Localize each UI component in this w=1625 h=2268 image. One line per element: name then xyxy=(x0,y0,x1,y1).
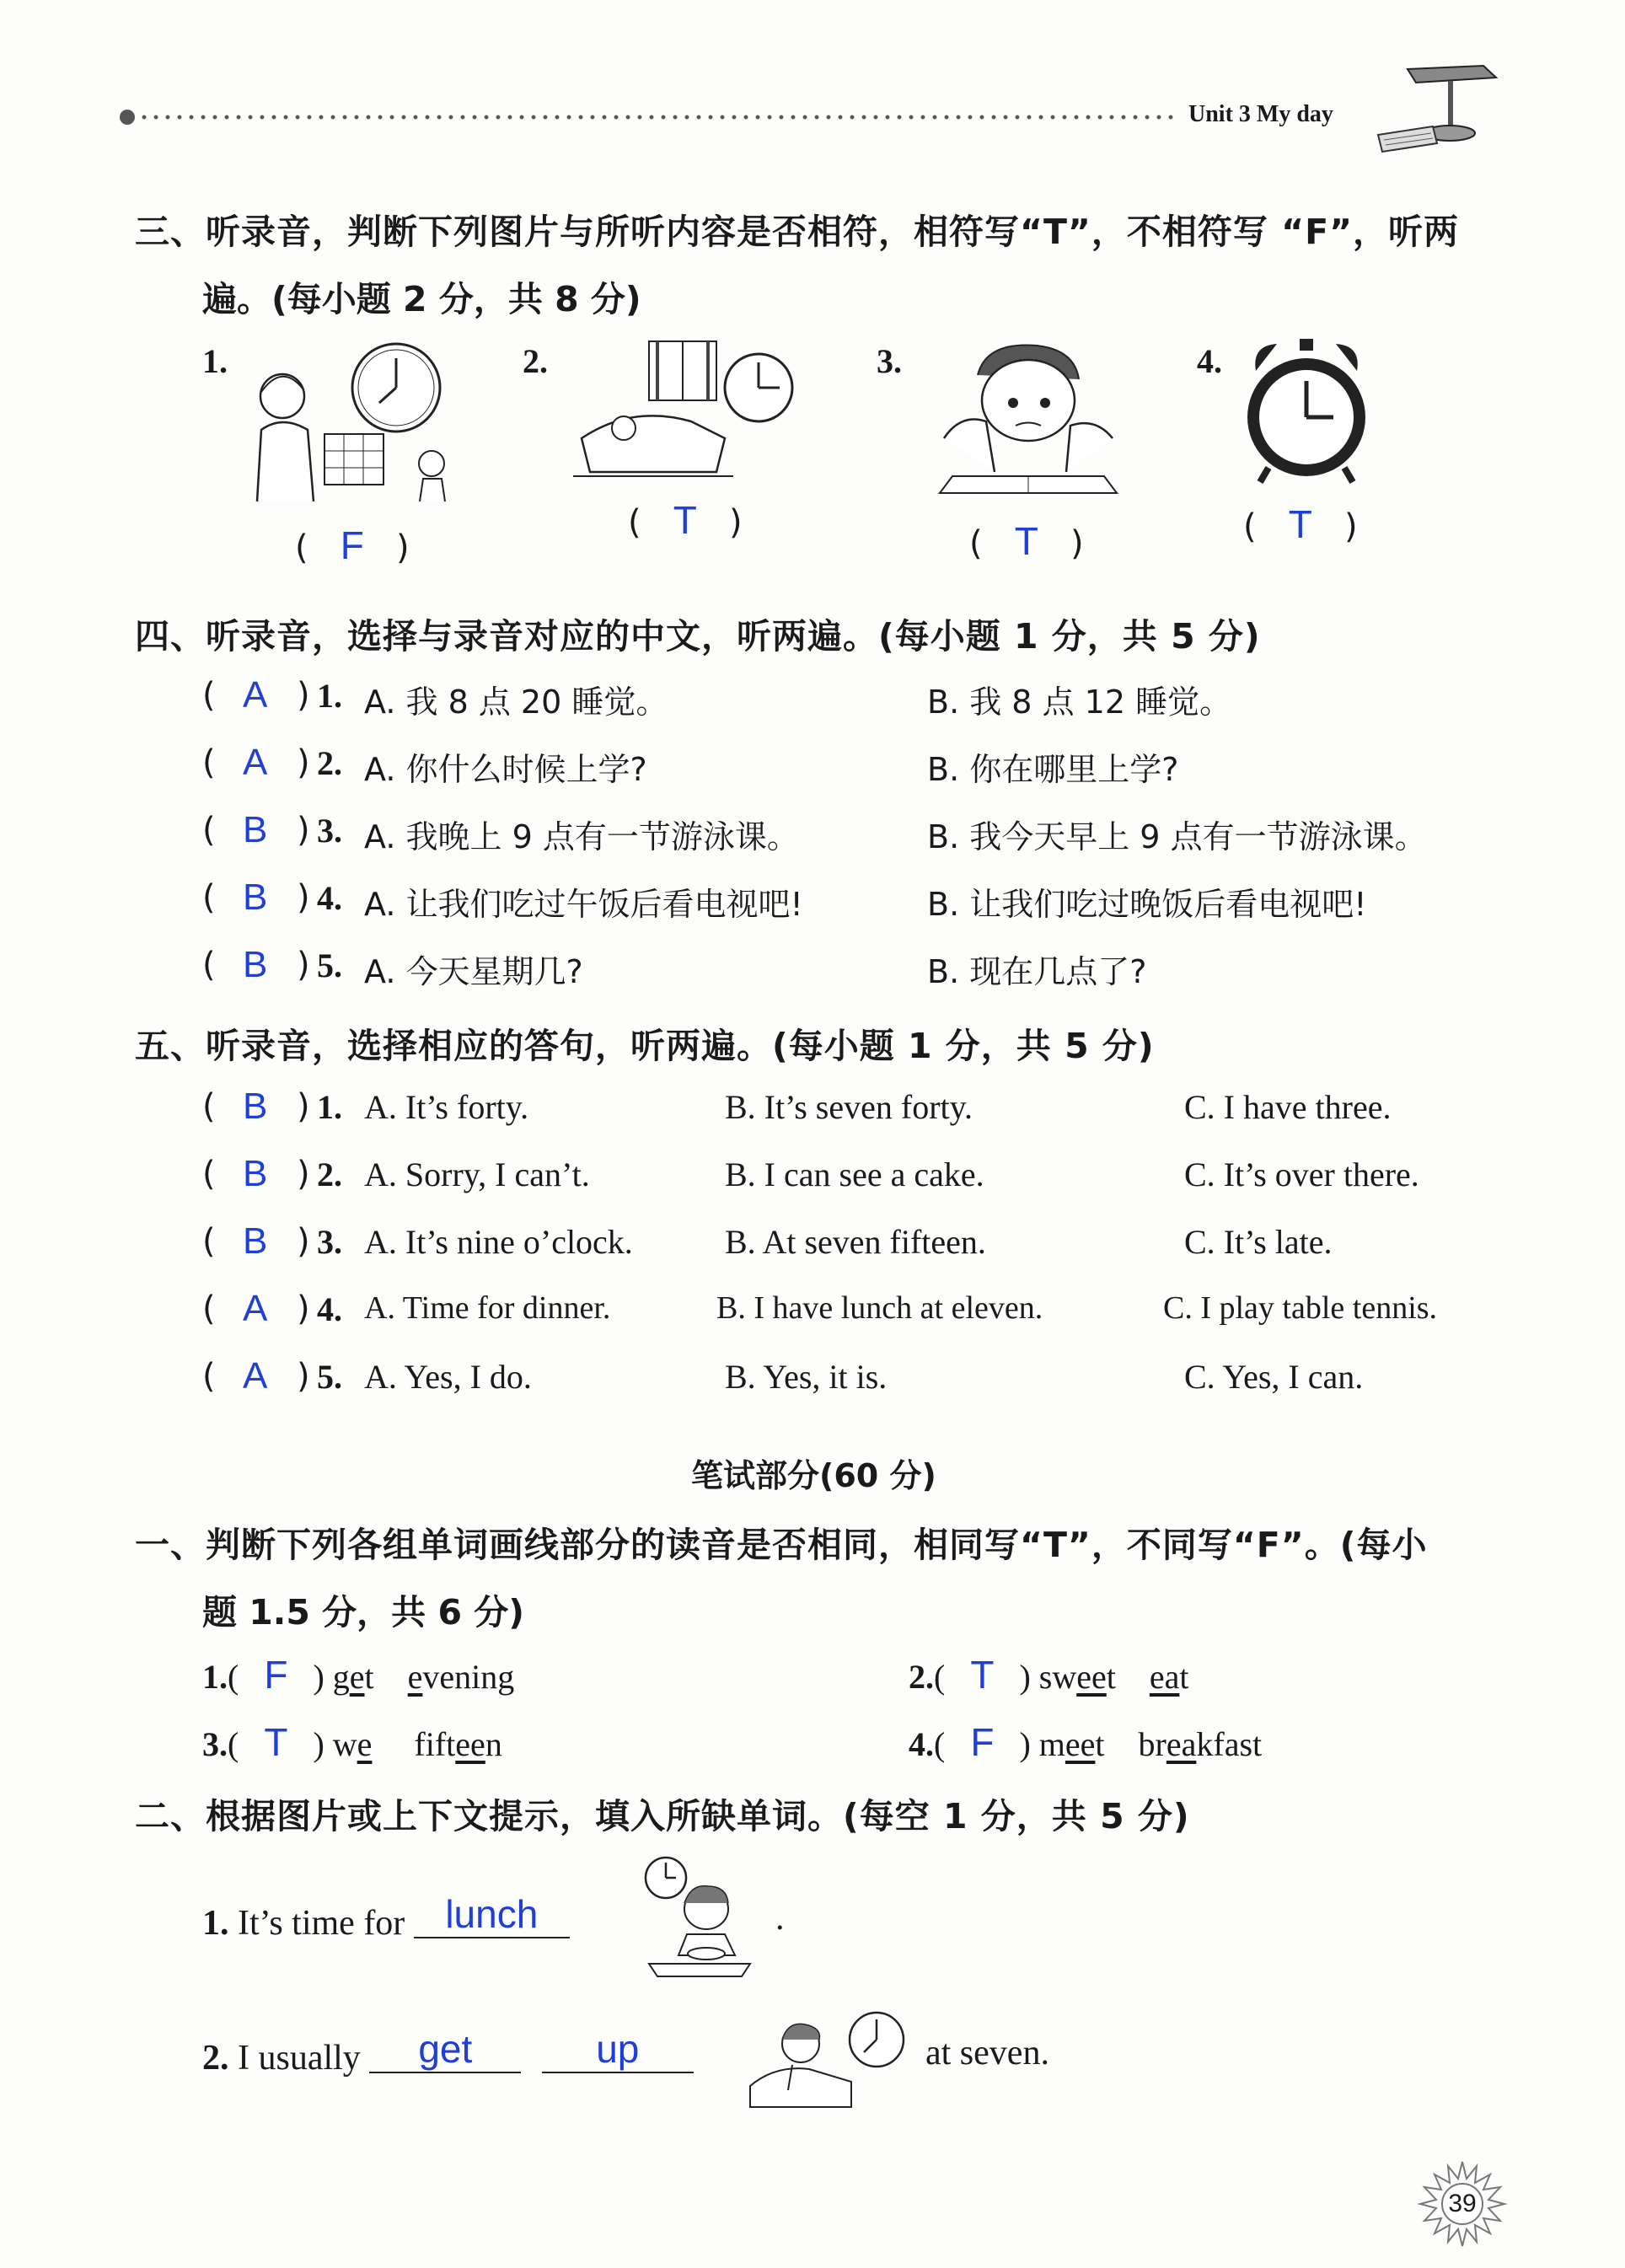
w2-item2-end: at seven. xyxy=(925,2034,1049,2072)
w1-answer-4[interactable]: F xyxy=(970,1720,995,1764)
sec4-answer-3[interactable]: B xyxy=(243,809,268,850)
sec5-answer-4[interactable]: A xyxy=(243,1288,268,1329)
sec5-answer-1[interactable]: B xyxy=(243,1086,268,1127)
sleeping-in-bed-clock-image xyxy=(573,337,809,489)
w2-item1-end: . xyxy=(775,1899,785,1938)
pic1-number: 1. xyxy=(202,342,228,380)
section3-title-line1: 三、听录音，判断下列图片与所听内容是否相符，相符写“T”，不相符写 “F”，听两 xyxy=(135,212,1460,252)
w1-item-2: 2.( T ) sweet eat xyxy=(909,1653,1189,1697)
unit-label: Unit 3 My day xyxy=(1188,101,1333,127)
w1-title-line2: 题 1.5 分，共 6 分) xyxy=(202,1592,524,1633)
sec4-answer-1[interactable]: A xyxy=(243,674,268,716)
w1-title-line1: 一、判断下列各组单词画线部分的读音是否相同，相同写“T”，不同写“F”。(每小 xyxy=(135,1525,1428,1565)
w2-blank-lunch[interactable]: lunch xyxy=(414,1891,570,1938)
boy-doing-homework-image xyxy=(927,337,1129,497)
w1-item-1: 1.( F ) get evening xyxy=(202,1653,515,1697)
section5-title: 五、听录音，选择相应的答句，听两遍。(每小题 1 分，共 5 分) xyxy=(135,1026,1155,1066)
pic1-answer-paren[interactable]: ( F ) xyxy=(295,523,410,567)
w1-answer-1[interactable]: F xyxy=(264,1653,288,1697)
written-part-title: 笔试部分(60 分) xyxy=(691,1457,936,1494)
boy-at-school-clock-image xyxy=(244,337,464,506)
sec5-answer-3[interactable]: B xyxy=(243,1220,268,1262)
sec4-answer-4[interactable]: B xyxy=(243,877,268,918)
alarm-clock-image xyxy=(1239,337,1374,485)
section3-title-line2: 遍。(每小题 2 分，共 8 分) xyxy=(202,279,641,319)
pic3-answer: T xyxy=(1014,519,1038,563)
w1-answer-2[interactable]: T xyxy=(970,1653,995,1697)
page-number-badge xyxy=(1416,2158,1509,2250)
sec4-answer-5[interactable]: B xyxy=(243,944,268,985)
sec5-answer-5[interactable]: A xyxy=(243,1355,268,1397)
pic2-number: 2. xyxy=(523,342,548,380)
pic4-answer-paren[interactable]: ( T ) xyxy=(1243,502,1358,546)
sec4-answer-2[interactable]: A xyxy=(243,742,268,783)
pic4-answer: T xyxy=(1288,502,1312,546)
pic1-answer: F xyxy=(340,523,364,567)
w1-item-3: 3.( T ) we fifteen xyxy=(202,1720,502,1764)
section4-title: 四、听录音，选择与录音对应的中文，听两遍。(每小题 1 分，共 5 分) xyxy=(135,616,1261,657)
page-number: 39 xyxy=(1448,2190,1477,2217)
w2-item-1: 1. It’s time for lunch xyxy=(202,1898,570,1945)
pic4-number: 4. xyxy=(1197,342,1222,380)
desk-lamp-icon xyxy=(1374,59,1509,160)
page-header xyxy=(126,84,1509,160)
pic2-answer: T xyxy=(673,498,697,542)
header-dotted-line xyxy=(126,113,1180,121)
pic3-number: 3. xyxy=(877,342,902,380)
sec5-answer-2[interactable]: B xyxy=(243,1153,268,1194)
w2-blank-get[interactable]: get xyxy=(369,2026,521,2073)
w2-item-2: 2. I usually get up xyxy=(202,2033,694,2080)
w2-blank-up[interactable]: up xyxy=(542,2026,694,2073)
pic2-answer-paren[interactable]: ( T ) xyxy=(628,498,743,542)
w1-item-4: 4.( F ) meet breakfast xyxy=(909,1720,1263,1764)
w1-answer-3[interactable]: T xyxy=(264,1720,288,1764)
boy-eating-lunch-clock-image xyxy=(641,1854,759,1981)
w2-title: 二、根据图片或上下文提示，填入所缺单词。(每空 1 分，共 5 分) xyxy=(135,1796,1190,1836)
boy-waking-up-clock-image xyxy=(742,2006,910,2115)
pic3-answer-paren[interactable]: ( T ) xyxy=(969,519,1084,563)
